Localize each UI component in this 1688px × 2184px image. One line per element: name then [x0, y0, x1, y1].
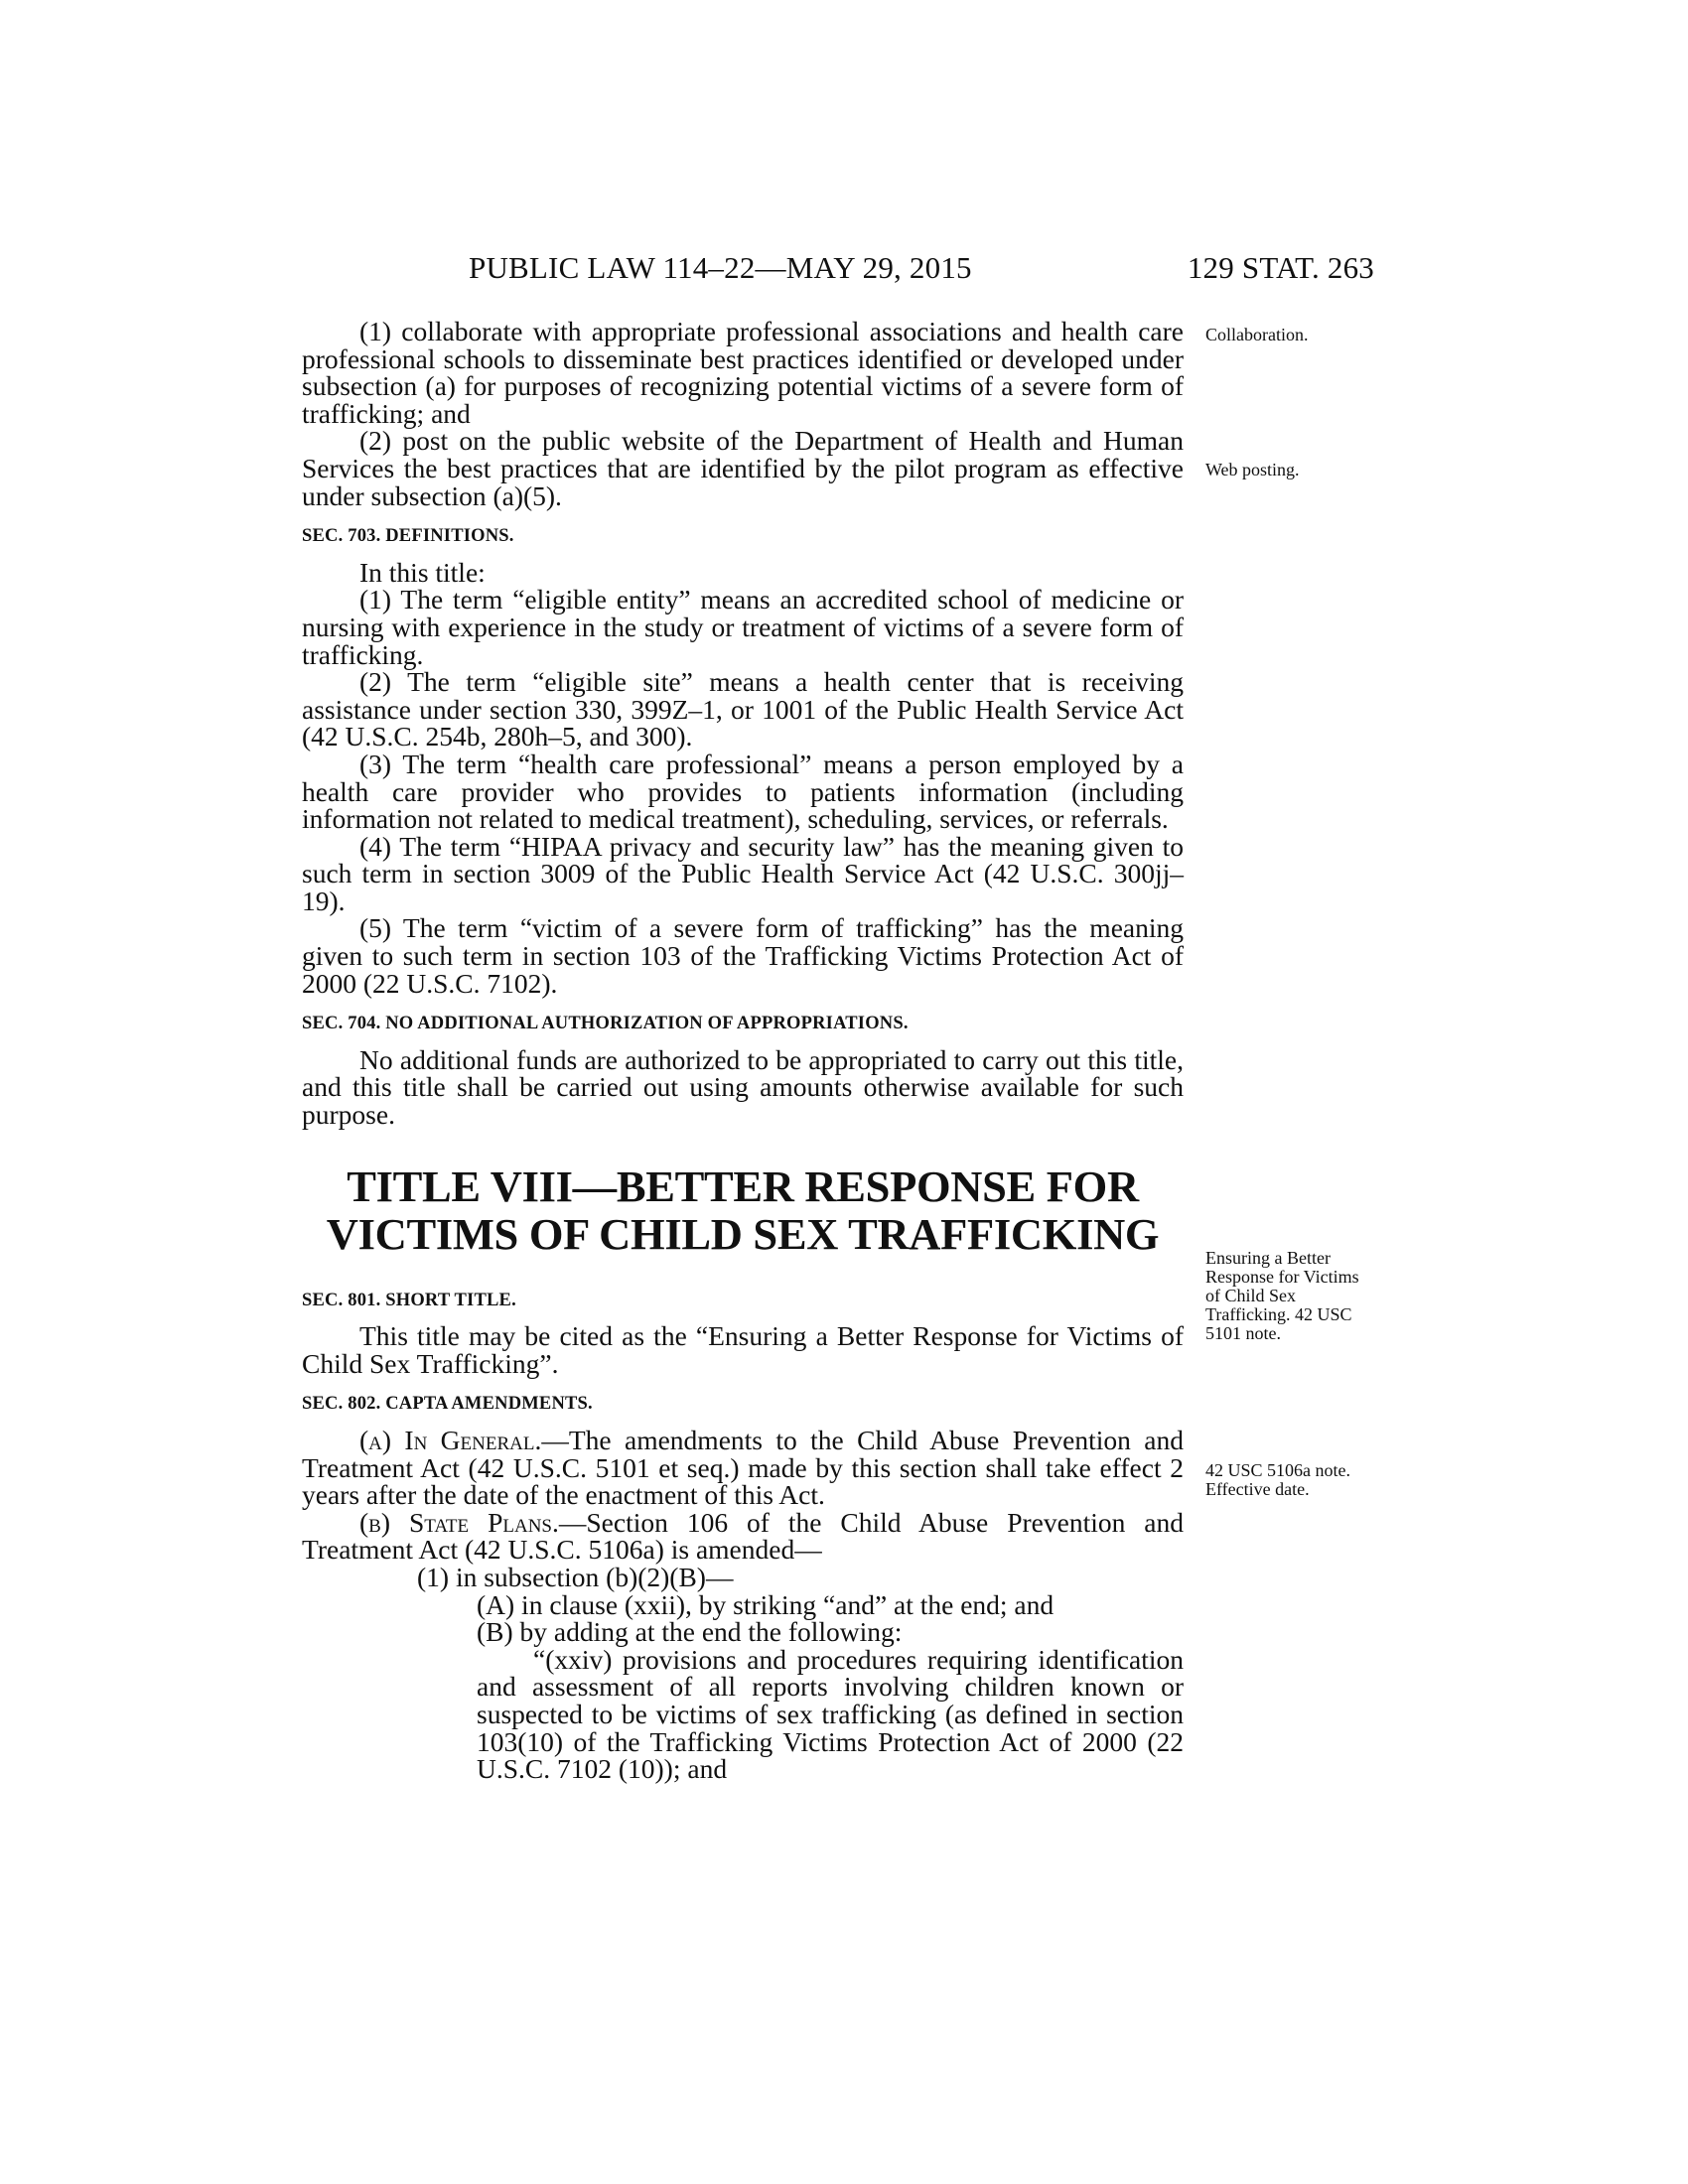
subsection-a [302, 1427, 1184, 1509]
section-802-heading: SEC. 802. CAPTA AMENDMENTS. [302, 1394, 593, 1415]
clause-xxiv: “(xxiv) provisions and procedures requiring identification and assessment of all reports involving children known or suspected to be victims of sex trafficking (as defined in section 103(10) of the Trafficking Victims Protection Act of 2000 (22 U.S.C. 7102 (10)); and [477, 1643, 1184, 1785]
definition-4: (4) The term “HIPAA privacy and security law” has the meaning given to such term in section 3009 of the Public Health Service Act (42 U.S.C. 300jj–19). [302, 830, 1184, 916]
paragraph-b1: (1) in subsection (b)(2)(B)— [417, 1561, 734, 1592]
subsection-a-text: —The amendments to the Child Abuse Prevention and Treatment Act (42 U.S.C. 5101 et seq.) made by this section shall take effect 2 years after the date of the enactment of this Act. [302, 1425, 1184, 1511]
subsection-b [302, 1506, 1185, 1566]
definition-3: (3) The term “health care professional” means a person employed by a health care provider who provides to patients information (including information not related to medical treatment), scheduling, services, or referrals. [302, 748, 1184, 835]
definition-1: (1) The term “eligible entity” means an accredited school of medicine or nursing with experience in the study or treatment of victims of a severe form of trafficking. [302, 584, 1184, 670]
page-header [469, 250, 1374, 290]
title-line-2: VICTIMS OF CHILD SEX TRAFFICKING [326, 1208, 1160, 1259]
definition-5: (5) The term “victim of a severe form of trafficking” has the meaning given to such term in section 103 of the Trafficking Victims Protection Act of 2000 (22 U.S.C. 7102). [302, 912, 1184, 999]
running-head: PUBLIC LAW 114–22—MAY 29, 2015 [469, 250, 972, 285]
section-703-heading: SEC. 703. DEFINITIONS. [302, 526, 514, 547]
document-body [302, 318, 1184, 1783]
title-viii-heading [302, 1162, 1184, 1258]
stat-page-number: 129 STAT. 263 [1187, 250, 1374, 285]
margin-note-web-posting: Web posting. [1205, 460, 1300, 479]
section-704-heading: SEC. 704. NO ADDITIONAL AUTHORIZATION OF APPROPRIATIONS. [302, 1014, 909, 1034]
definition-2: (2) The term “eligible site” means a health center that is receiving assistance under section 330, 399Z–1, or 1001 of the Public Health Service Act (42 U.S.C. 254b, 280h–5, and 300). [302, 666, 1184, 752]
margin-note-title-viii: Ensuring a Better Response for Victims of Child Sex Trafficking. 42 USC 5101 note. [1205, 1248, 1359, 1343]
margin-note-sec-802: 42 USC 5106a note. Effective date. [1205, 1460, 1350, 1499]
title-line-1: TITLE VIII—BETTER RESPONSE FOR [347, 1160, 1139, 1211]
margin-note-collaboration: Collaboration. [1205, 325, 1309, 344]
paragraph-1: (1) collaborate with appropriate professional associations and health care professional schools to disseminate best practices identified or developed under subsection (a) for purposes of recognizing potential victims of a severe form of trafficking; and [302, 316, 1184, 429]
section-703-intro: In this title: [359, 556, 486, 588]
subsection-b-text: —Section 106 of the Child Abuse Prevention and Treatment Act (42 U.S.C. 5106a) is amended— [302, 1506, 1185, 1566]
subsection-b-label: (b) State Plans. [359, 1506, 559, 1538]
subsection-a-label: (a) In General. [359, 1425, 542, 1455]
section-704-text: No additional funds are authorized to be appropriated to carry out this title, and this title shall be carried out using amounts otherwise available for such purpose. [302, 1043, 1184, 1131]
subparagraph-a: (A) in clause (xxii), by striking “and” at the end; and [477, 1588, 1055, 1620]
paragraph-2: (2) post on the public website of the Department of Health and Human Services the best practices that are identified by the pilot program as effective under subsection (a)(5). [302, 425, 1184, 511]
subparagraph-b: (B) by adding at the end the following: [477, 1616, 903, 1648]
section-801-text: This title may be cited as the “Ensuring a Better Response for Victims of Child Sex Trafficking”. [302, 1320, 1184, 1379]
section-801-heading: SEC. 801. SHORT TITLE. [302, 1290, 516, 1310]
